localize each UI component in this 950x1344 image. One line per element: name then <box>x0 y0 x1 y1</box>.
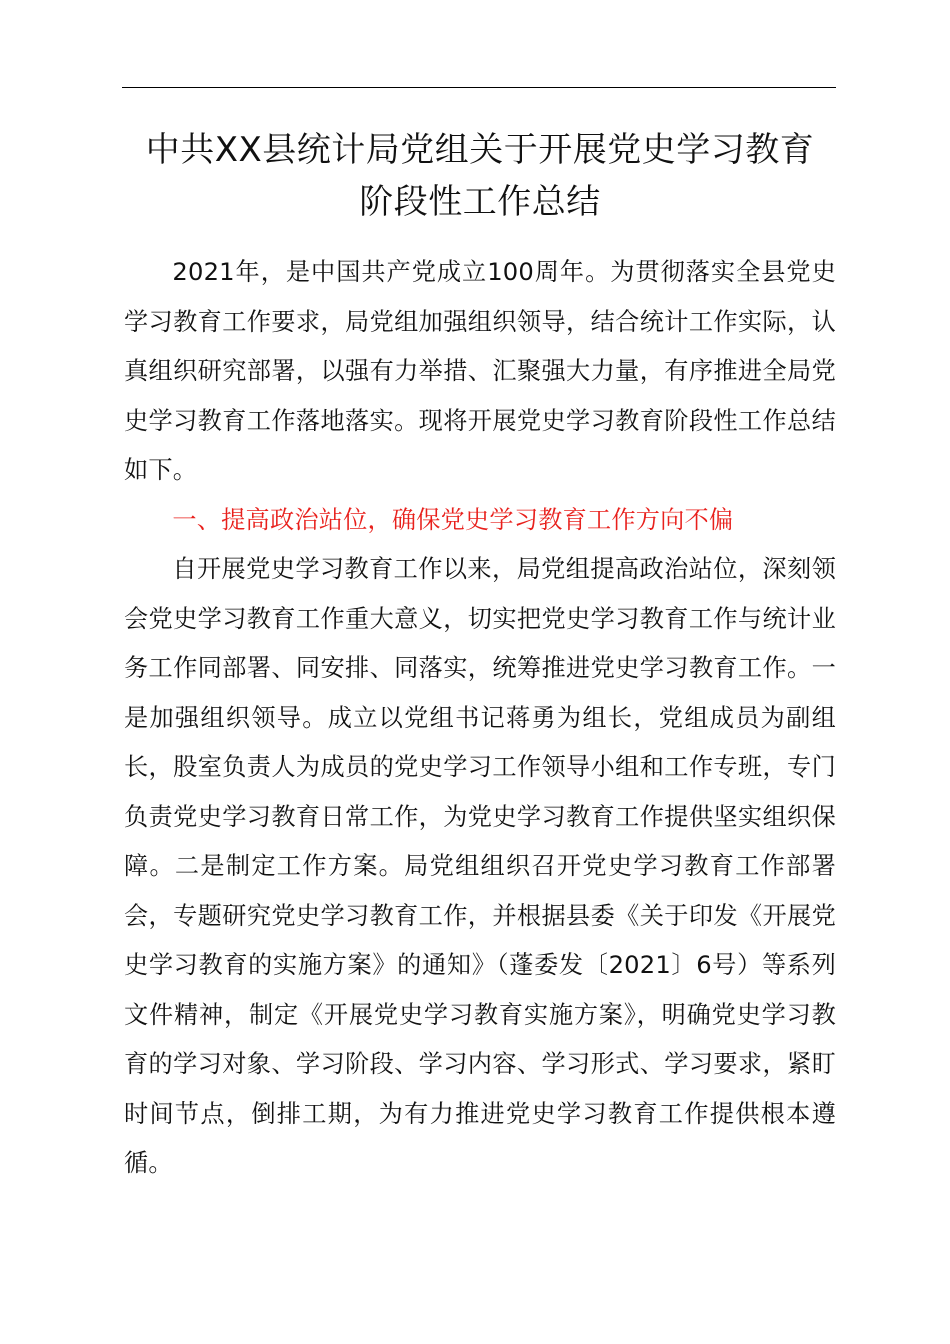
section-1-paragraph: 自开展党史学习教育工作以来，局党组提高政治站位，深刻领会党史学习教育工作重大意义，切实把党史学习教育工作与统计业务工作同部署、同安排、同落实，统筹推进党史学习教育工作。一是加强组织领导。成立以党组书记蒋勇为组长，党组成员为副组长，股室负责人为成员的党史学习工作领导小组和工作专班，专门负责党史学习教育日常工作，为党史学习教育工作提供坚实组织保障。二是制定工作方案。局党组组织召开党史学习教育工作部署会，专题研究党史学习教育工作，并根据县委《关于印发《开展党史学习教育的实施方案》的通知》（蓬委发〔2021〕6号）等系列文件精神，制定《开展党史学习教育实施方案》，明确党史学习教育的学习对象、学习阶段、学习内容、学习形式、学习要求，紧盯时间节点，倒排工期，为有力推进党史学习教育工作提供根本遵循。 <box>124 555 836 1177</box>
document-body <box>124 248 836 1189</box>
title-line-2: 阶段性工作总结 <box>359 182 601 222</box>
document-title <box>110 124 850 228</box>
header-rule <box>122 87 836 88</box>
intro-paragraph: 2021年，是中国共产党成立100周年。为贯彻落实全县党史学习教育工作要求，局党组加强组织领导，结合统计工作实际，认真组织研究部署，以强有力举措、汇聚强大力量，有序推进全局党史学习教育工作落地落实。现将开展党史学习教育阶段性工作总结如下。 <box>124 258 836 484</box>
section-1-heading: 一、提高政治站位，确保党史学习教育工作方向不偏 <box>172 505 734 534</box>
title-line-1: 中共XX县统计局党组关于开展党史学习教育 <box>145 130 815 170</box>
